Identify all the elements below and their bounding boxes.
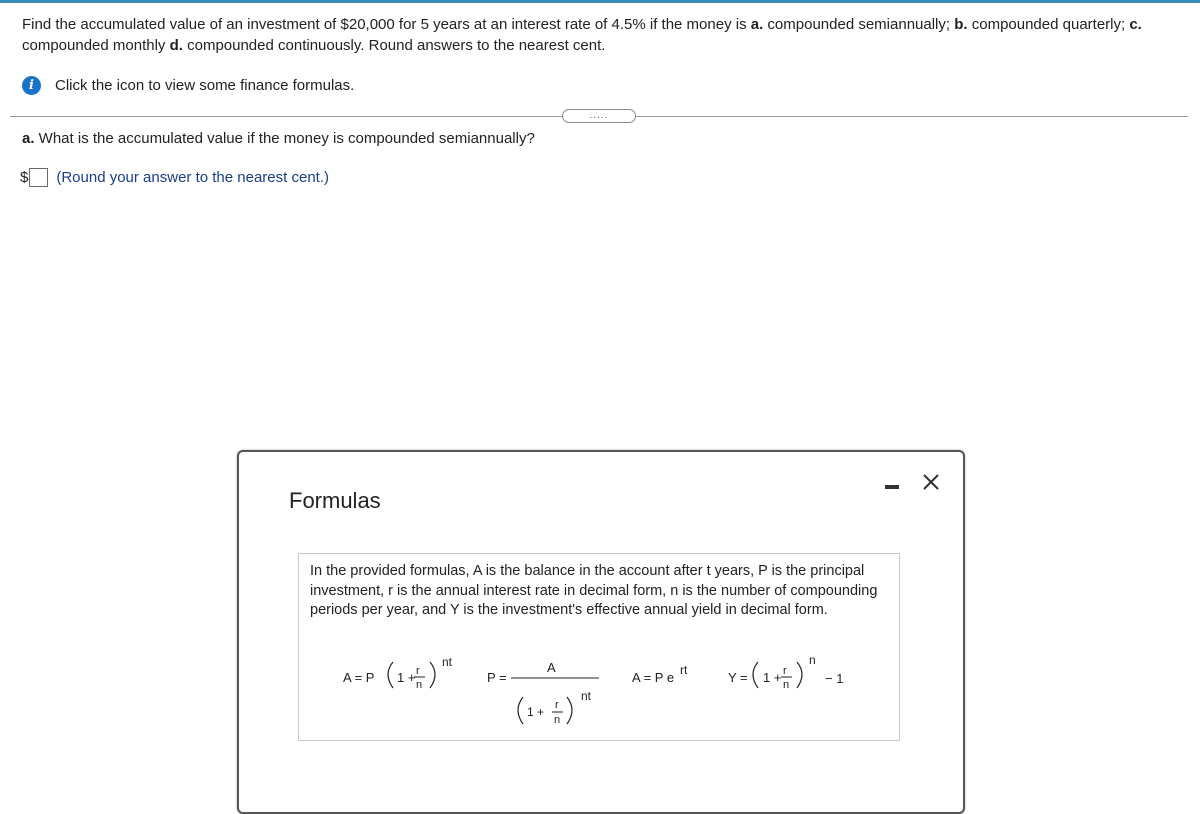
question-text-a: compounded semiannually; bbox=[763, 16, 955, 33]
f4-left-paren bbox=[753, 662, 758, 688]
formulas-graphic bbox=[299, 652, 899, 742]
minimize-icon[interactable] bbox=[885, 485, 899, 489]
f1-right-paren bbox=[430, 662, 435, 688]
part-a-question bbox=[22, 130, 535, 147]
f4-minus-one: − 1 bbox=[825, 671, 844, 686]
formulas-description: In the provided formulas, A is the balance in the account after t years, P is the principal investment, r is the annual interest rate in decimal form, n is the number of compounding periods per year, and Y is the investment's effective annual yield in decimal form. bbox=[310, 563, 878, 618]
f3-exponent: rt bbox=[680, 663, 688, 677]
question-label-b: b. bbox=[954, 16, 968, 33]
f1-one-plus: 1 + bbox=[397, 670, 416, 685]
f1-r: r bbox=[416, 665, 420, 677]
close-icon[interactable] bbox=[919, 470, 943, 494]
formulas-dialog bbox=[237, 450, 965, 814]
formula-effective-yield bbox=[728, 653, 843, 691]
f3-lhs: A = P e bbox=[632, 670, 675, 685]
f2-left-paren bbox=[518, 697, 523, 724]
info-text: Click the icon to view some finance formulas. bbox=[55, 76, 355, 94]
question-intro: Find the accumulated value of an investment of $20,000 for 5 years at an interest rate of 4.5% if the money is bbox=[22, 16, 751, 33]
f2-numerator: A bbox=[547, 660, 556, 675]
answer-row bbox=[20, 168, 329, 187]
f4-one-plus: 1 + bbox=[763, 670, 782, 685]
dialog-title: Formulas bbox=[289, 488, 381, 513]
currency-symbol: $ bbox=[20, 169, 29, 186]
info-row bbox=[22, 75, 354, 95]
f4-n: n bbox=[783, 679, 790, 691]
f4-lhs: Y = bbox=[728, 670, 748, 685]
question-text bbox=[22, 14, 1172, 56]
part-a-label: a. bbox=[22, 130, 35, 147]
question-text-c: compounded monthly bbox=[22, 37, 170, 54]
f2-one-plus: 1 + bbox=[527, 705, 545, 719]
rounding-note: (Round your answer to the nearest cent.) bbox=[56, 169, 329, 186]
question-label-d: d. bbox=[169, 37, 183, 54]
f2-exponent: nt bbox=[581, 689, 592, 703]
f1-exponent: nt bbox=[442, 655, 453, 669]
f1-left-paren bbox=[388, 662, 393, 688]
formula-compound-amount bbox=[343, 655, 453, 691]
formula-continuous bbox=[632, 663, 688, 685]
top-accent-bar bbox=[0, 0, 1200, 3]
question-label-c: c. bbox=[1129, 16, 1142, 33]
info-icon[interactable]: i bbox=[22, 76, 41, 95]
f4-exponent: n bbox=[809, 653, 816, 667]
part-a-text: What is the accumulated value if the money is compounded semiannually? bbox=[34, 130, 535, 147]
f2-lhs: P = bbox=[487, 670, 507, 685]
f4-right-paren bbox=[797, 662, 802, 688]
question-text-d: compounded continuously. Round answers to the nearest cent. bbox=[182, 37, 606, 54]
f1-n: n bbox=[416, 679, 423, 691]
f4-r: r bbox=[783, 665, 787, 677]
question-label-a: a. bbox=[750, 16, 764, 33]
formulas-panel bbox=[298, 553, 900, 741]
f1-lhs: A = P bbox=[343, 670, 375, 685]
f2-n: n bbox=[554, 714, 561, 726]
f2-r: r bbox=[555, 699, 559, 711]
f2-right-paren bbox=[567, 697, 572, 724]
question-text-b: compounded quarterly; bbox=[967, 16, 1130, 33]
expand-button[interactable]: ..... bbox=[562, 109, 636, 123]
answer-input[interactable] bbox=[29, 168, 48, 187]
formula-present-value bbox=[487, 660, 599, 726]
